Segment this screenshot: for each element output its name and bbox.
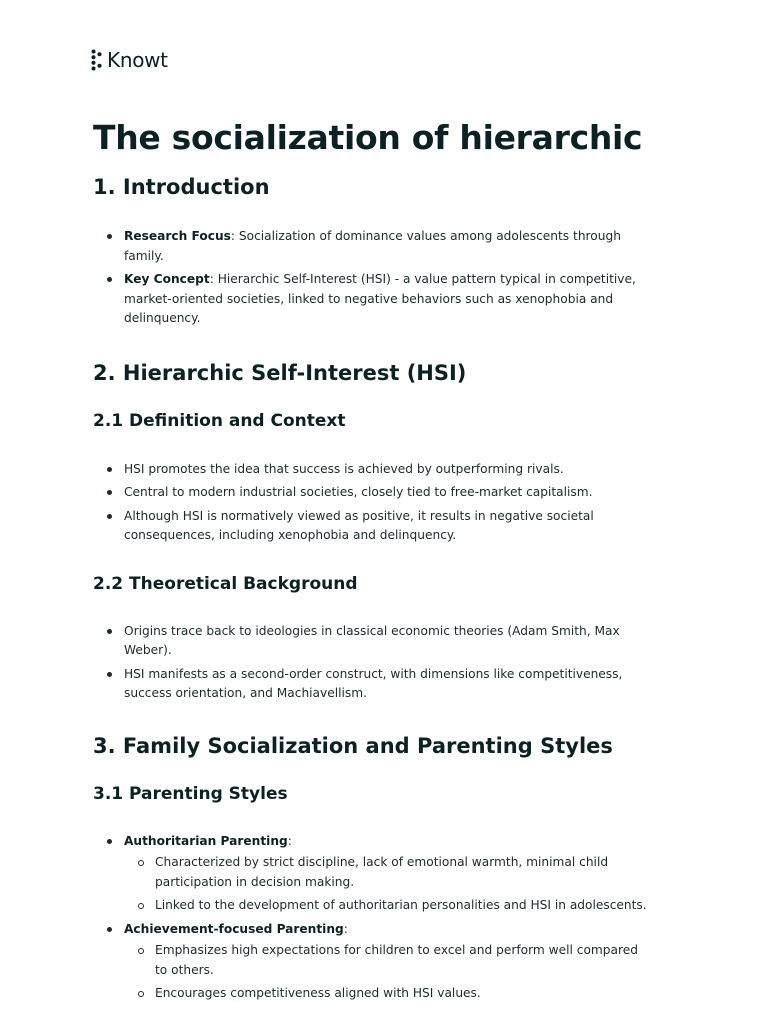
- term-description: :: [287, 833, 292, 848]
- section-heading-family-socialization: 3. Family Socialization and Parenting Styles: [93, 733, 613, 758]
- theoretical-background-list: [93, 622, 653, 704]
- sub-list-item: Emphasizes high expectations for children to excel and perform well compared to others.: [124, 941, 653, 980]
- list-item: HSI manifests as a second-order construct, with dimensions like competitiveness, success orientation, and Machiavellism.: [93, 665, 653, 704]
- term-description: : Socialization of dominance values among adolescents through family.: [124, 229, 621, 263]
- list-item: HSI promotes the idea that success is achieved by outperforming rivals.: [93, 460, 653, 480]
- subsection-heading-theoretical-background: 2.2 Theoretical Background: [93, 573, 358, 594]
- dotted-k-logo-icon: [91, 49, 102, 71]
- term-description: :: [343, 921, 348, 936]
- definition-list: [93, 460, 653, 546]
- term-label: Research Focus: [124, 229, 231, 243]
- term-description: : Hierarchic Self-Interest (HSI) - a value pattern typical in competitive, market-oriented societies, linked to negative behaviors such as xenophobia and delinquency.: [124, 272, 636, 325]
- section-heading-introduction: 1. Introduction: [93, 175, 270, 199]
- list-item: [93, 832, 653, 916]
- notes-content: [93, 112, 653, 1008]
- introduction-list: [93, 227, 653, 329]
- section-heading-hsi: 2. Hierarchic Self-Interest (HSI): [93, 360, 467, 385]
- parenting-styles-list: [93, 832, 653, 1004]
- term-label: Authoritarian Parenting: [124, 833, 288, 848]
- list-item: Origins trace back to ideologies in classical economic theories (Adam Smith, Max Weber).: [93, 622, 653, 661]
- page-title: The socialization of hierarchic: [93, 118, 643, 157]
- list-item: Central to modern industrial societies, closely tied to free-market capitalism.: [93, 483, 653, 503]
- list-item: [93, 920, 653, 1004]
- sub-list-item: Characterized by strict discipline, lack of emotional warmth, minimal child participation in decision making.: [124, 853, 653, 892]
- list-item: [93, 270, 653, 329]
- sub-list-item: Linked to the development of authoritarian personalities and HSI in adolescents.: [124, 896, 653, 916]
- term-label: Key Concept: [124, 272, 210, 286]
- list-item: [93, 227, 653, 266]
- subsection-heading-parenting-styles: 3.1 Parenting Styles: [93, 783, 288, 804]
- sub-list-item: Encourages competitiveness aligned with HSI values.: [124, 984, 653, 1004]
- sub-list: [124, 941, 653, 1004]
- sub-list: [124, 853, 653, 916]
- brand-name: Knowt: [107, 48, 168, 72]
- term-label: Achievement-focused Parenting: [124, 921, 344, 936]
- subsection-heading-definition: 2.1 Definition and Context: [93, 410, 346, 431]
- knowt-logo[interactable]: [91, 48, 168, 72]
- list-item: Although HSI is normatively viewed as positive, it results in negative societal consequences, including xenophobia and delinquency.: [93, 507, 653, 546]
